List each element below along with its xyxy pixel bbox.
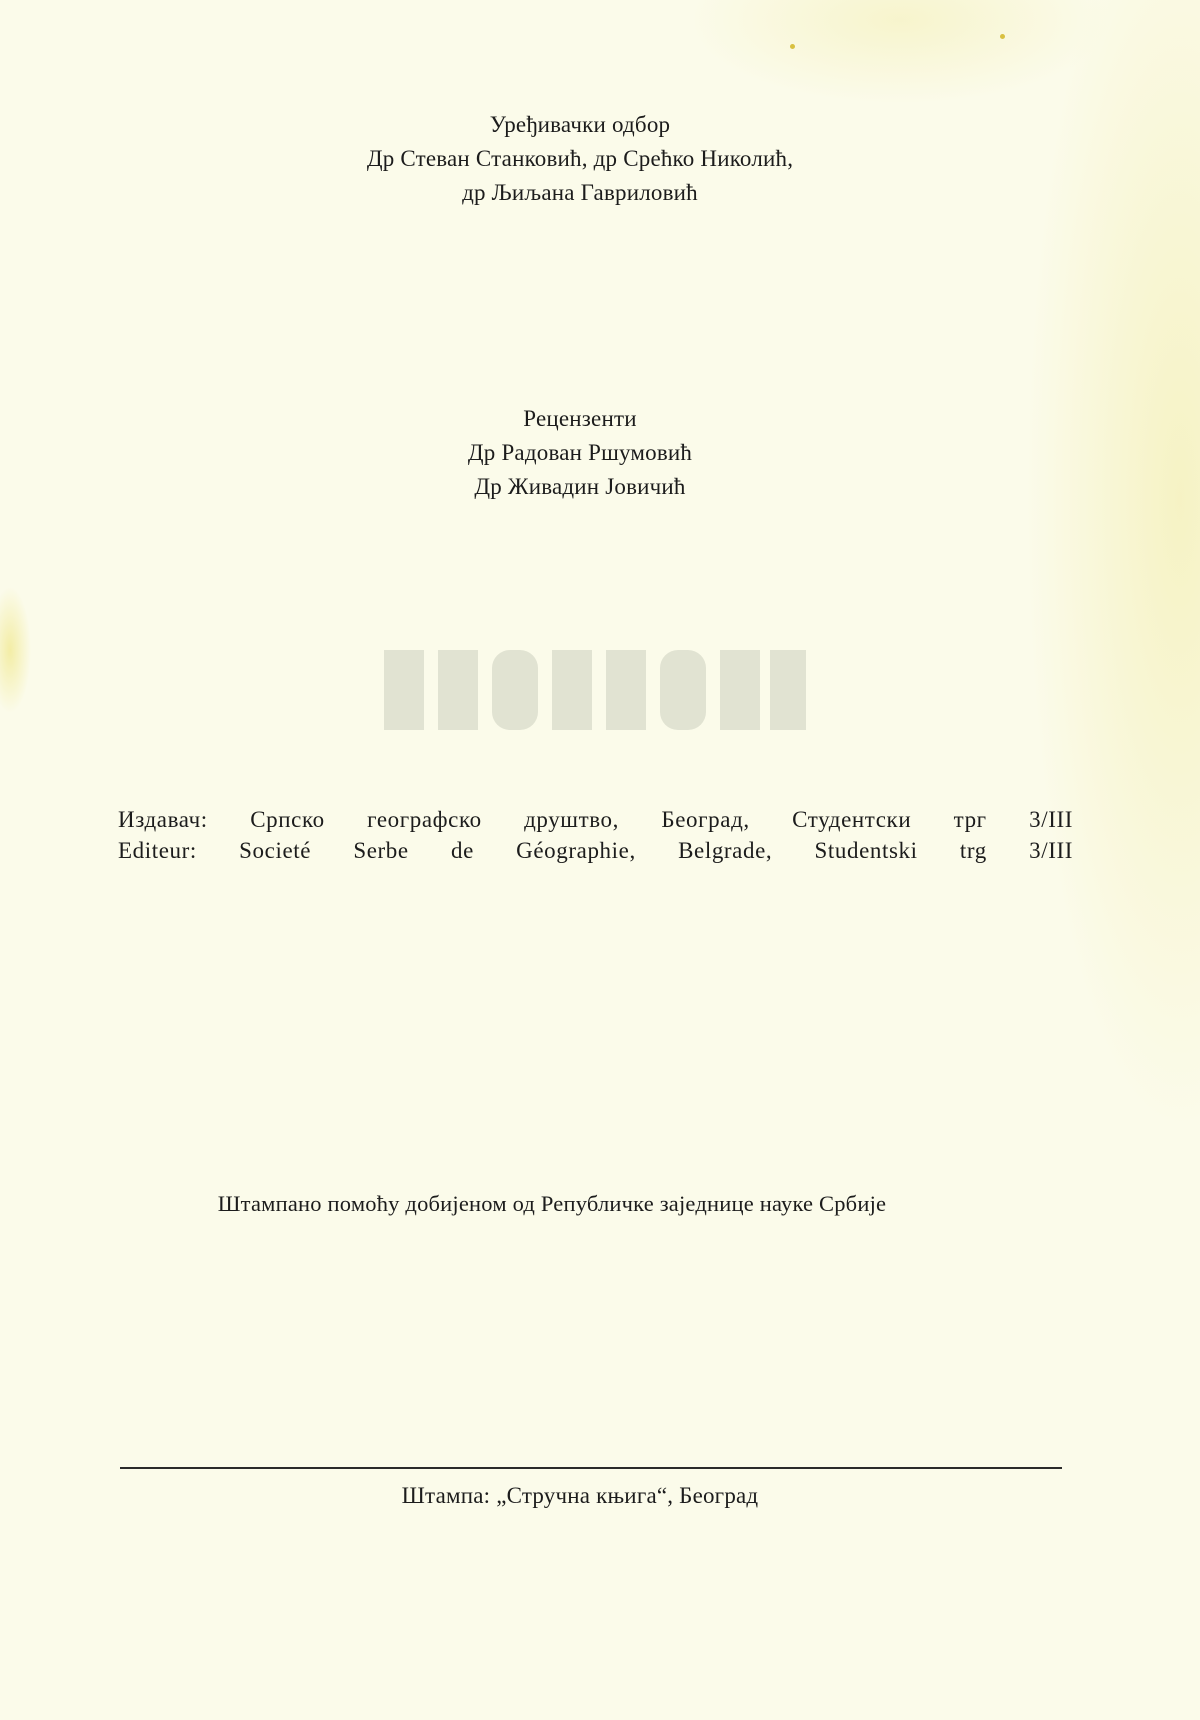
editorial-board-section xyxy=(0,108,1180,210)
publisher-serbian: Издавач: Српско географско друштво, Београд, Студентски трг 3/III xyxy=(118,807,1073,832)
publisher-section xyxy=(118,804,1073,866)
reviewer-2: Др Живадин Јовичић xyxy=(474,474,686,499)
publisher-french: Editeur: Societé Serbe de Géographie, Belgrade, Studentski trg 3/III xyxy=(118,838,1073,863)
funding-note-section xyxy=(0,1187,1152,1221)
reviewers-section xyxy=(0,402,1180,504)
paper-speck xyxy=(1000,34,1005,39)
printer-section xyxy=(0,1479,1180,1513)
funding-note: Штампано помоћу добијеном од Републичке заједнице науке Србије xyxy=(217,1191,887,1216)
editorial-board-members-line2: др Љиљана Гавриловић xyxy=(462,180,698,205)
editorial-board-members-line1: Др Стеван Станковић, др Срећко Николић, xyxy=(366,146,794,171)
reviewers-heading: Рецензенти xyxy=(523,406,637,431)
divider-rule xyxy=(120,1467,1062,1469)
reviewer-1: Др Радован Ршумовић xyxy=(467,440,693,465)
paper-speck xyxy=(790,44,795,49)
editorial-board-heading: Уређивачки одбор xyxy=(489,112,671,137)
printer-credit: Штампа: „Стручна књига“, Београд xyxy=(401,1483,759,1508)
bleed-through-shadow xyxy=(380,630,810,750)
